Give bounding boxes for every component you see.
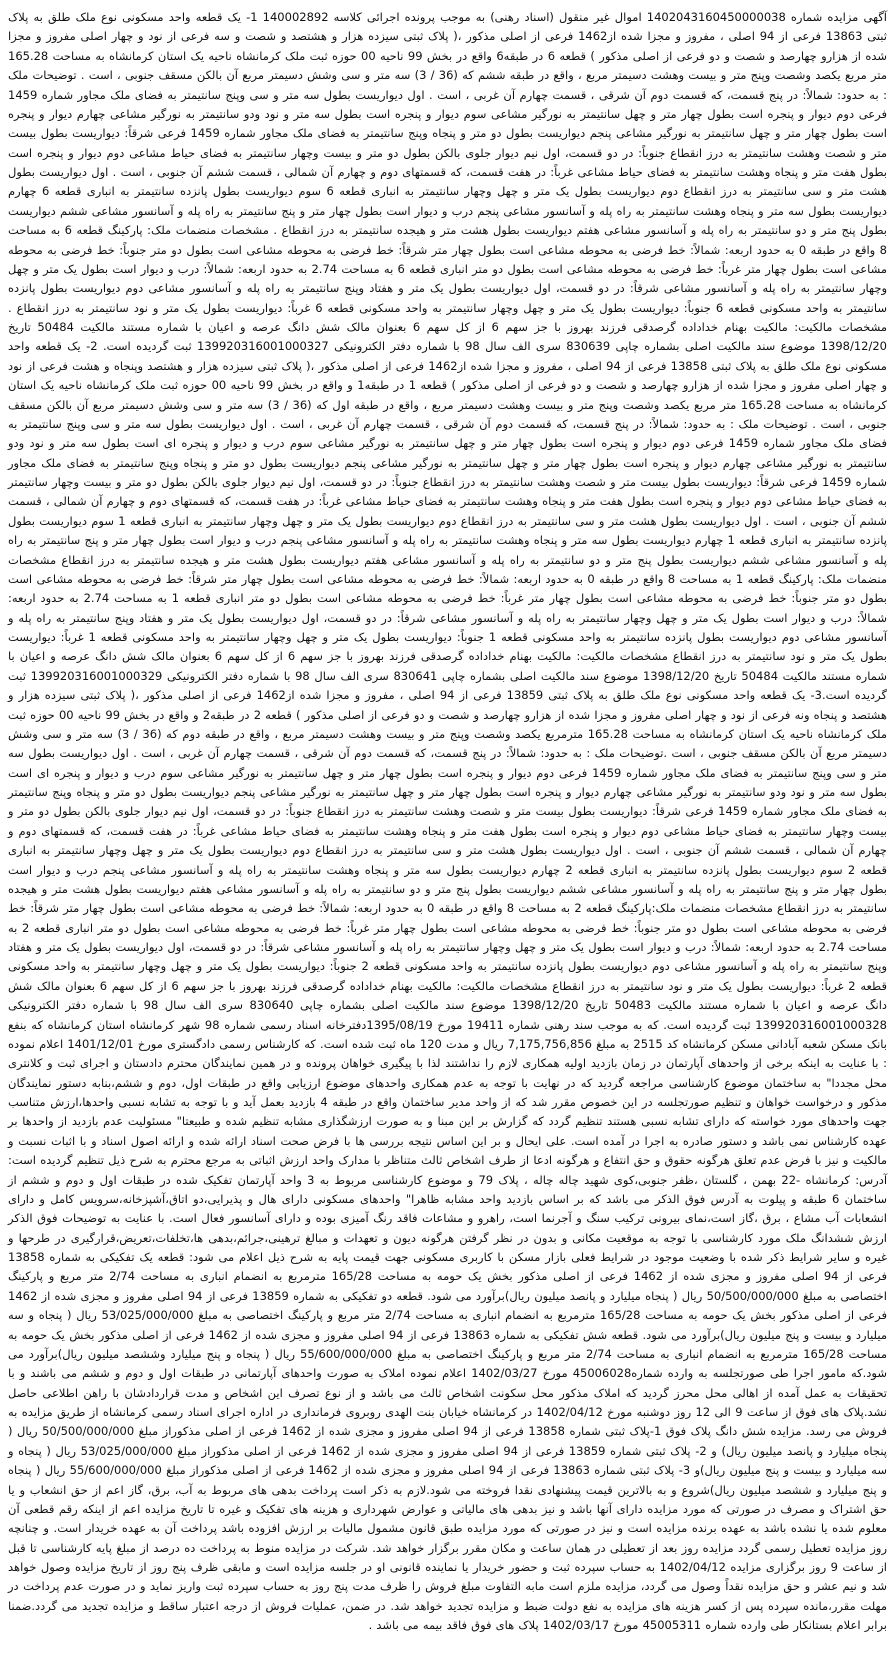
auction-notice-text: آگهی مزایده شماره 1402043160450000038 اموال غیر منقول (اسناد رهنی) به موجب پرونده اجرائی کلاسه 140002892 1- یک قطعه واحد مسکونی نوع ملک طلق به پلاک ثبتی 13863 فرعی از 94 اصلی ، مفروز و مجزا شده از1462 فرعی از اصلی مذکور ،( پلاک ثبتی سیزده هزار و هشتصد و شصت و سه فرعی از نود و چهار اصلی مفروز و مجزا شده از هزارو چهارصد و شصت و دو فرعی از اصلی مذکور ) قطعه 6 در طبقه6 واقع در بخش 99 ناحیه 00 حوزه ثبت ملک کرمانشاه ناحیه یک استان کرمانشاه به مساحت 165.28 متر مربع یکصد وشصت وپنج متر و بیست وهشت دسیمتر مربع ، واقع در طبقه ششم که (36 / 3) سه متر و سی وشش دسیمتر مربع آن بالکن مسقف جنوبی ، است . توضیحات ملک : به حدود: شمالاً: در پنج قسمت، که قسمت دوم آن شرقی ، قسمت چهارم آن غربی ، است . اول دیواریست بطول سه متر و سی وپنج سانتیمتر به فضای ملک مجاور شماره 1459 فرعی دوم دیوار و پنجره است بطول چهار متر و چهل سانتیمتر به نورگیر مشاعی سوم دیوار و پنجره است بطول سه متر و نود ودو سانتیمتر به نورگیر مشاعی چهارم دیوار و پنجره است بطول چهار متر و چهل سانتیمتر به نورگیر مشاعی پنجم دیواریست بطول دو متر و پنجاه وپنج سانتیمتر به فضای ملک مجاور شماره 1459 فرعی شرقاً: دیواریست بطول بیست متر و شصت وهشت سانتیمتر به درز انقطاع جنوباً: در دو قسمت، اول نیم دیوار جلوی بالکن بطول دو متر و بیست وچهار سانتیمتر به فضای حیاط مشاعی دوم دیوار و پنجره است بطول هفت متر و پنجاه وهشت سانتیمتر به فضای حیاط مشاعی غرباً: در هفت قسمت، که قسمتهای دوم و چهارم آن شمالی ، قسمت ششم آن جنوبی ، است . اول دیواریست بطول هشت متر و سی سانتیمتر به درز انقطاع دوم دیواریست بطول یک متر و چهل وچهار سانتیمتر به انباری قطعه 6 سوم دیواریست بطول پانزده سانتیمتر به انباری قطعه 6 چهارم دیواریست بطول سه متر و پنجاه وهشت سانتیمتر به راه پله و آسانسور مشاعی پنجم درب و دیوار است بطول چهار متر و پنج سانتیمتر به راه پله و آسانسور مشاعی ششم دیواریست بطول پنج متر و دو سانتیمتر به راه پله و آسانسور مشاعی هفتم دیواریست بطول هشت متر و هیجده سانتیمتر به درز انقطاع . مشخصات منضمات ملک: پارکینگ قطعه 6 به مساحت 8 واقع در طبقه 0 به حدود اربعه: شمالاً: خط فرضی به محوطه مشاعی است بطول چهار متر شرقاً: خط فرضی به محوطه مشاعی است بطول دو متر جنوباً: خط فرضی به محوطه مشاعی است بطول چهار متر غرباً: خط فرضی به محوطه مشاعی است بطول دو متر انباری قطعه 6 به مساحت 2.74 به حدود اربعه: شمالاً: درب و دیوار است بطول یک متر و چهل وچهار سانتیمتر به راه پله و آسانسور مشاعی شرقاً: در دو قسمت، اول دیواریست بطول یک متر و هفتاد وپنج سانتیمتر به راه پله و آسانسور مشاعی دوم دیواریست بطول پانزده سانتیمتر به واحد مسکونی قطعه 6 جنوباً: دیواریست بطول یک متر و چهل وچهار سانتیمتر به واحد مسکونی قطعه 6 غرباً: دیواریست بطول یک متر و نود سانتیمتر به درز انقطاع . مشخصات مالکیت: مالکیت بهنام خداداده گرصدقی فرزند بهروز با جز سهم 6 از کل سهم 6 بعنوان مالک شش دانگ عرصه و اعیان با شماره مستند مالکیت 50484 تاریخ 1398/12/20 موضوع سند مالکیت اصلی بشماره چاپی 830639 سری الف سال 98 با شماره دفتر الکترونیکی 139920316001000327 ثبت گردیده است. 2- یک قطعه واحد مسکونی نوع ملک طلق به پلاک ثبتی 13858 فرعی از 94 اصلی ، مفروز و مجزا شده از1462 فرعی از اصلی مذکور ،( پلاک ثبتی سیزده هزار و هشتصد وپنجاه و هشت فرعی از نود و چهار اصلی مفروز و مجزا شده از هزارو چهارصد و شصت و دو فرعی از اصلی مذکور ) قطعه 1 در طبقه1 و واقع در بخش 99 ناحیه 00 حوزه ثبت ملک کرمانشاه ناحیه یک استان کرمانشاه به مساحت 165.28 متر مربع یکصد وشصت وپنج متر و بیست وهشت دسیمتر مربع ، واقع در طبقه اول که (36 / 3) سه متر و سی وشش دسیمتر مربع آن بالکن مسقف جنوبی ، است . توضیحات ملک : به حدود: شمالاً: در پنج قسمت، که قسمت دوم آن شرقی ، قسمت چهارم آن غربی ، است . اول دیواریست بطول سه متر و سی وپنج سانتیمتر به فضای ملک مجاور شماره 1459 فرعی دوم دیوار و پنجره است بطول چهار متر و چهل سانتیمتر به نورگیر مشاعی سوم درب و دیوار و پنجره ای است بطول سه متر و نود ودو سانتیمتر به نورگیر مشاعی چهارم دیوار و پنجره است بطول چهار متر و چهل سانتیمتر به نورگیر مشاعی پنجم دیواریست بطول دو متر و پنجاه وپنج سانتیمتر به فضای ملک مجاور شماره 1459 فرعی شرقاً: دیواریست بطول بیست متر و شصت وهشت سانتیمتر به درز انقطاع جنوباً: در دو قسمت، اول نیم دیوار جلوی بالکن بطول دو متر و بیست وچهار سانتیمتر به فضای حیاط مشاعی دوم دیوار و پنجره است بطول هفت متر و پنجاه وهشت سانتیمتر به فضای حیاط مشاعی غرباً: در هفت قسمت، که قسمتهای دوم و چهارم آن شمالی ، قسمت ششم آن جنوبی ، است . اول دیواریست بطول هشت متر و سی سانتیمتر به درز انقطاع دوم دیواریست بطول یک متر و چهل وچهار سانتیمتر به انباری قطعه 1 سوم دیواریست بطول پانزده سانتیمتر به انباری قطعه 1 چهارم دیواریست بطول سه متر و پنجاه وهشت سانتیمتر به راه پله و آسانسور مشاعی پنجم درب و دیوار است بطول چهار متر و پنج سانتیمتر به راه پله و آسانسور مشاعی ششم دیواریست بطول پنج متر و دو سانتیمتر به راه پله و آسانسور مشاعی هفتم دیواریست بطول هشت متر و هیجده سانتیمتر به درز انقطاع مشخصات منضمات ملک: پارکینگ قطعه 1 به مساحت 8 واقع در طبقه 0 به حدود اربعه: شمالاً: خط فرضی به محوطه مشاعی است بطول چهار متر شرقاً: خط فرضی به محوطه مشاعی است بطول دو متر جنوباً: خط فرضی به محوطه مشاعی است بطول چهار متر غرباً: خط فرضی به محوطه مشاعی است بطول دو متر انباری قطعه 1 به مساحت 2.74 به حدود اربعه: شمالاً: درب و دیوار است بطول یک متر و چهل وچهار سانتیمتر به راه پله و آسانسور مشاعی شرقاً: در دو قسمت، اول دیواریست بطول یک متر و هفتاد وپنج سانتیمتر به راه پله و آسانسور مشاعی دوم دیواریست بطول پانزده سانتیمتر به واحد مسکونی قطعه 1 جنوباً: دیواریست بطول یک متر و چهل وچهار سانتیمتر به واحد مسکونی قطعه 1 غرباً: دیواریست بطول یک متر و نود سانتیمتر به درز انقطاع مشخصات مالکیت: مالکیت بهنام خداداده گرصدقی فرزند بهروز با جز سهم 6 از کل سهم 6 بعنوان مالک شش دانگ عرصه و اعیان با شماره مستند مالکیت 50484 تاریخ 1398/12/20 موضوع سند مالکیت اصلی بشماره چاپی 830641 سری الف سال 98 با شماره دفتر الکترونیکی 139920316001000329 ثبت گردیده است.3- یک قطعه واحد مسکونی نوع ملک طلق به پلاک ثبتی 13859 فرعی از 94 اصلی ، مفروز و مجزا شده از1462 فرعی از اصلی مذکور ،( پلاک ثبتی سیزده هزار و هشتصد و پنجاه ونه فرعی از نود و چهار اصلی مفروز و مجزا شده از هزارو چهارصد و شصت و دو فرعی از اصلی مذکور ) قطعه 2 در طبقه2 و واقع در بخش 99 ناحیه 00 حوزه ثبت ملک کرمانشاه ناحیه یک استان کرمانشاه به مساحت 165.28 مترمربع یکصد وشصت وپنج متر و بیست وهشت دسیمتر مربع ، واقع در طبقه دوم که (36 / 3) سه متر و سی وشش دسیمتر مربع آن بالکن مسقف جنوبی ، است .توضیحات ملک : به حدود: شمالاً: در پنج قسمت، که قسمت دوم آن شرقی ، قسمت چهارم آن غربی ، است . اول دیواریست بطول سه متر و سی وپنج سانتیمتر به فضای ملک مجاور شماره 1459 فرعی دوم دیوار و پنجره است بطول چهار متر و چهل سانتیمتر به نورگیر مشاعی سوم درب و دیوار و پنجره ای است بطول سه متر و نود ودو سانتیمتر به نورگیر مشاعی چهارم دیوار و پنجره است بطول چهار متر و چهل سانتیمتر به نورگیر مشاعی پنجم دیواریست بطول دو متر و پنجاه وپنج سانتیمتر به فضای ملک مجاور شماره 1459 فرعی شرقاً: دیواریست بطول بیست متر و شصت وهشت سانتیمتر به درز انقطاع جنوباً: در دو قسمت، اول نیم دیوار جلوی بالکن بطول دو متر و بیست وچهار سانتیمتر به فضای حیاط مشاعی دوم دیوار و پنجره است بطول هفت متر و پنجاه وهشت سانتیمتر به فضای حیاط مشاعی غرباً: در هفت قسمت، که قسمتهای دوم و چهارم آن شمالی ، قسمت ششم آن جنوبی ، است . اول دیواریست بطول هشت متر و سی سانتیمتر به درز انقطاع دوم دیواریست بطول یک متر و چهل وچهار سانتیمتر به انباری قطعه 2 سوم دیواریست بطول پانزده سانتیمتر به انباری قطعه 2 چهارم دیواریست بطول سه متر و پنجاه وهشت سانتیمتر به راه پله و آسانسور مشاعی پنجم درب و دیوار است بطول چهار متر و پنج سانتیمتر به راه پله و آسانسور مشاعی ششم دیواریست بطول پنج متر و دو سانتیمتر به راه پله و آسانسور مشاعی هفتم دیواریست بطول هشت متر و هیجده سانتیمتر به درز انقطاع مشخصات منضمات ملک:پارکینگ قطعه 2 به مساحت 8 واقع در طبقه 0 به حدود اربعه: شمالاً: خط فرضی به محوطه مشاعی است بطول چهار متر شرقاً: خط فرضی به محوطه مشاعی است بطول دو متر جنوباً: خط فرضی به محوطه مشاعی است بطول چهار متر غرباً: خط فرضی به محوطه مشاعی است بطول دو متر انباری قطعه 2 به مساحت 2.74 به حدود اربعه: شمالاً: درب و دیوار است بطول یک متر و چهل وچهار سانتیمتر به راه پله و آسانسور مشاعی شرقاً: در دو قسمت، اول دیواریست بطول یک متر و هفتاد وپنج سانتیمتر به راه پله و آسانسور مشاعی دوم دیواریست بطول پانزده سانتیمتر به واحد مسکونی قطعه 2 جنوباً: دیواریست بطول یک متر و چهل وچهار سانتیمتر به واحد مسکونی قطعه 2 غرباً: دیواریست بطول یک متر و نود سانتیمتر به درز انقطاع مشخصات مالکیت: مالکیت بهنام خداداده گرصدقی فرزند بهروز با جز سهم 6 از کل سهم 6 بعنوان مالک شش دانگ عرصه و اعیان با شماره مستند مالکیت 50483 تاریخ 1398/12/20 موضوع سند مالکیت اصلی بشماره چاپی 830640 سری الف سال 98 با شماره دفتر الکترونیکی 139920316001000328 ثبت گردیده است. که به موجب سند رهنی شماره 19411 مورخ 1395/08/19دفترخانه اسناد رسمی شماره 98 شهر کرمانشاه استان کرمانشاه که بنفع بانک مسکن شعبه آبادانی مسکن کرمانشاه کد 2515 به مبلغ 7,175,756,856 ریال و مدت 120 ماه ثبت شده است. که کارشناس رسمی دادگستری مورخ 1401/12/01 اعلام نموده : با عنایت به اینکه برخی از واحدهای آپارتمان در زمان بازدید اولیه همکاری لازم را نداشتند لذا با پیگیری خواهان پرونده و در همین نمایندگان محترم دادستان و اجرای ثبت و کلانتری محل مجددا" به ساختمان موضوع کارشناسی مراجعه گردید که در نهایت با توجه به عدم همکاری واحدهای موضوع ارزیابی واقع در طبقات اول، دوم و ششم،بنابه دستور نمایندگان مذکور و درخواست خواهان و تنظیم صورتجلسه در این خصوص مقرر شد که از واحد مدیر ساختمان واقع در طبقه 4 بازدید بعمل آید و با توجه به تشابه نسبی واحدها،ارزش متناسب جهت واحدهای مورد خواسته که دارای تشابه نسبی هستند تنظیم گردد که گزارش بر این مبنا و به صورت ارزشگذاری مشابه تنظیم شده و طبیعتا" مسئولیت عدم بازدید از واحدها بر عهده کارشناس نمی باشد و دستور صادره به اجرا در آمده است. علی ایحال و بر این اساس نتیجه بررسی ها با فرض صحت اسناد ارائه شده و ارائه اصول اسناد و با اثبات نسبت و مالکیت و نیز با فرض عدم تعلق هرگونه حقوق و حق انتفاع و هرگونه ادعا از طرف اشخاص ثالث متناظر با مدارک واحد ارزش اثباتی به مرجع محترم به شرح ذیل تنظیم گردیده است: آدرس: کرمانشاه -22 بهمن ، گلستان ،ظفر جنوبی،کوی شهید چاله چاله ، پلاک 79 و موضوع کارشناسی مربوط به 3 واحد آپارتمان تفکیک شده در طبقات اول و دوم و ششم از ساختمان 6 طبقه و پیلوت به آدرس فوق الذکر می باشد که بر اساس بازدید واحد مشابه ظاهرا" واحدهای مسکونی دارای هال و پذیرایی،دو اتاق،آشپزخانه،سرویس کامل و دارای انشعابات آب مشاع ، برق ،گاز است،نمای بیرونی ترکیب سنگ و آجرنما است، راهرو و مشاعات فاقد رنگ آمیزی بوده و دارای آسانسور فعال است. با عنایت به توضیحات فوق الذکر ارزش ششدانگ ملک مورد کارشناسی با توجه به موقعیت مکانی و بدون در نظر گرفتن هرگونه دیون و تعهدات و مبالغ ترهینی،جرائم،بدهی ها،تخلفات،تعریض،قرارگیری در طرحها و غیره و سایر شرایط ذکر شده با وضعیت موجود در شرایط فعلی بازار مسکن با کاربری مسکونی جهت قیمت پایه به شرح ذیل اعلام می شود: قطعه یک تفکیکی به شماره 13858 فرعی از 94 اصلی مفروز و مجزی شده از 1462 فرعی از اصلی مذکور بخش یک حومه به مساحت 165/28 مترمربع به انضمام انباری به مساحت 2/74 متر مربع و پارکینگ اختصاصی به مبلغ 50/500/000/000 ریال ( پنجاه میلیارد و پانصد میلیون ریال)برآورد می شود. قطعه دو تفکیکی به شماره 13859 فرعی از 94 اصلی مفروز و مجزی شده از 1462 فرعی از اصلی مذکور بخش یک حومه به مساحت 165/28 مترمربع به انضمام انباری به مساحت 2/74 متر مربع و پارکینگ اختصاصی به مبلغ 53/025/000/000 ریال ( پنجاه و سه میلیارد و بیست و پنج میلیون ریال)برآورد می شود. قطعه شش تفکیکی به شماره 13863 فرعی از 94 اصلی مفروز و مجزی شده از 1462 فرعی از اصلی مذکور بخش یک حومه به مساحت 165/28 مترمربع به انضمام انباری به مساحت 2/74 متر مربع و پارکینگ اختصاصی به مبلغ 55/600/000/000 ریال ( پنجاه و پنج میلیارد وششصد میلیون ریال)برآورد می شود.که مامور اجرا طی صورتجلسه به وارده شماره45006028 مورخ 1402/03/27 اعلام نموده املاک به صورت واحدهای آپارتمانی در طبقات اول و دوم و ششم می باشند و با تحقیقات به عمل آمده از اهالی محل محرز گردید که املاک مذکور محل سکونت اشخاص ثالث می باشد و از نوع تصرف این اشخاص و مدت قراردادشان با راهن اطلاعی حاصل نشد.پلاک های فوق از ساعت 9 الی 12 روز دوشنبه مورخ 1402/04/12 در کرمانشاه خیابان بنت الهدی روبروی فرمانداری در اداره اجرای اسناد رسمی کرمانشاه از طریق مزایده به فروش می رسد. مزایده شش دانگ پلاک فوق 1-پلاک ثبتی شماره 13858 فرعی از 94 اصلی مفروز و مجزی شده از 1462 فرعی از اصلی مذکوراز مبلغ 50/500/000/000 ریال ( پنجاه میلیارد و پانصد میلیون ریال) و 2- پلاک ثبتی شماره 13859 فرعی از 94 اصلی مفروز و مجزی شده از 1462 فرعی از اصلی مذکوراز مبلغ 53/025/000/000 ریال ( پنجاه و سه میلیارد و بیست و پنج میلیون ریال)و 3- پلاک ثبتی شماره 13863 فرعی از 94 اصلی مفروز و مجزی شده از 1462 فرعی از اصلی مذکوراز مبلغ 55/600/000/000 ریال ( پنجاه و پنج میلیارد و ششصد میلیون ریال)شروع و به بالاترین قیمت پیشنهادی نقدا فروخته می شود.لازم به ذکر است پرداخت بدهی های مربوط به آب، برق، گاز اعم از حق انشعاب و یا حق اشتراک و مصرف در صورتی که مورد مزایده دارای آنها باشد و نیز بدهی های مالیاتی و عوارض شهرداری و هزینه های تفکیک و غیره تا تاریخ مزایده اعم از اینکه رقم قطعی آن معلوم شده یا نشده باشد به عهده برنده مزایده است و نیز در صورتی که مورد مزایده طبق قانون مشمول مالیات بر ارزش افزوده باشد پرداخت آن به عهده خریدار است. و چنانچه روز مزایده تعطیل رسمی گردد مزایده روز بعد از تعطیلی در همان ساعت و مکان مقرر برگزار خواهد شد. شرکت در مزایده منوط به پرداخت ده درصد از مبلغ پایه کارشناسی تا قبل از ساعت 9 روز برگزاری مزایده 1402/04/12 به حساب سپرده ثبت و حضور خریدار یا نماینده قانونی او در جلسه مزایده است و مابقی ظرف پنج روز از تاریخ مزایده وصول خواهد شد و نیم عشر و حق مزایده نقداً وصول می گردد، مزایده ملزم است مابه التفاوت مبلغ فروش را ظرف مدت پنج روز به حساب سپرده ثبت واریز نماید و در صورت عدم پرداخت در مهلت مقرر،مانده سپرده پس از کسر هزینه های مزایده به نفع دولت ضبط و مزایده تجدید خواهد شد. در ضمن، عملیات فروش از درجه اعتبار ساقط و مزایده تجدید می گردد.ضمنا برابر اعلام بستانکار طی وارده شماره 45005311 مورخ 1402/03/17 پلاک های فوق فاقد بیمه می باشد .: [8, 10, 888, 1633]
